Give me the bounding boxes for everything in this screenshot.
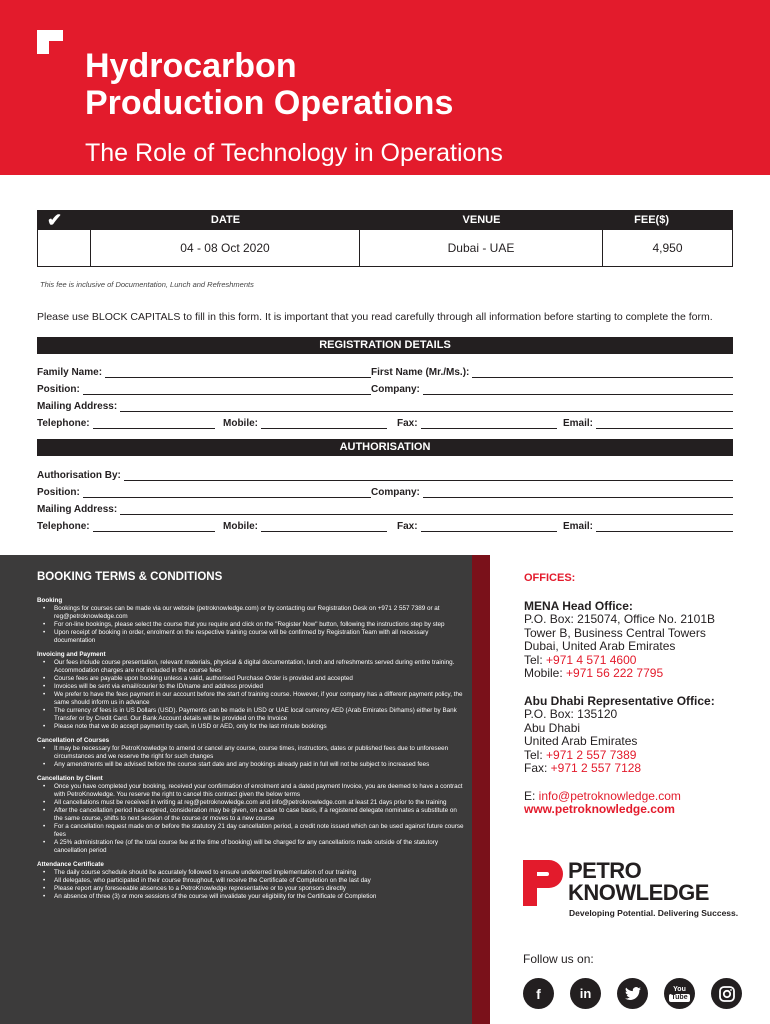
terms-list-item: • Our fees include course presentation, relevant materials, physical & digital documentation, lunch and refreshments served during entire training. Accommodation charges are not included in the course fees — [43, 659, 467, 675]
terms-list-item: • After the cancellation period has expired, consideration may be given, on a case to case basis, if a registered delegate nominates a substitute on the same course, shifts to next session of the course or moves to a new course — [43, 807, 467, 823]
linkedin-icon[interactable]: in — [570, 978, 601, 1009]
mena-address-line: P.O. Box: 215074, Office No. 2101B — [524, 612, 716, 626]
terms-list-item: • All cancellations must be received in writing at reg@petroknowledge.com and info@petroknowledge.com at least 21 days prior to the training — [43, 799, 467, 807]
social-links — [523, 978, 742, 1009]
terms-list — [37, 745, 467, 769]
course-title — [85, 48, 453, 122]
ad-tel: Tel: +971 2 557 7389 — [524, 747, 637, 762]
authorisation-row-2 — [37, 484, 733, 498]
abu-dhabi-office-title: Abu Dhabi Representative Office: — [524, 693, 715, 708]
fee-table — [37, 210, 733, 267]
date-header: DATE — [210, 214, 241, 226]
terms-section-title: Cancellation by Client — [37, 775, 103, 782]
fee-table-header — [37, 210, 733, 230]
petroknowledge-logo — [523, 860, 738, 920]
authorisation-by-field[interactable]: Authorisation By: — [37, 470, 733, 481]
first-name-field[interactable]: First Name (Mr./Ms.): — [371, 367, 733, 378]
ad-address-line: P.O. Box: 135120 — [524, 707, 618, 721]
mena-mobile: Mobile: +971 56 222 7795 — [524, 666, 664, 680]
terms-section-title: Invoicing and Payment — [37, 651, 106, 658]
title-line-1: Hydrocarbon — [85, 47, 297, 85]
table-row[interactable] — [37, 230, 733, 267]
registration-row-4 — [37, 415, 733, 429]
terms-list-item: • Bookings for courses can be made via our website (petroknowledge.com) or by contacting our Registration Desk on +971 2 557 7389 or at reg@petroknowledge.com — [43, 605, 467, 621]
terms-list-item: • The daily course schedule should be accurately followed to ensure undeterred implementation of our training — [43, 869, 467, 877]
mena-address-line: Dubai, United Arab Emirates — [524, 639, 676, 653]
authorisation-row-3 — [37, 501, 733, 515]
logo-p-icon — [523, 860, 563, 906]
auth-mailing-address-field[interactable]: Mailing Address: — [37, 504, 733, 515]
offices-heading: OFFICES: — [524, 572, 576, 584]
youtube-icon[interactable]: You Tube — [664, 978, 695, 1009]
check-icon: ✔ — [47, 209, 63, 230]
brand-name: PETRO KNOWLEDGE — [568, 858, 709, 905]
auth-email-field[interactable]: Email: — [557, 521, 733, 532]
fee-note: This fee is inclusive of Documentation, Lunch and Refreshments — [40, 280, 254, 289]
mena-office-title: MENA Head Office: — [524, 598, 633, 613]
email-field[interactable]: Email: — [557, 418, 733, 429]
terms-section-title: Booking — [37, 597, 63, 604]
terms-list-item: • All delegates, who participated in their course throughout, will receive the Certificate of Completion on the last day — [43, 877, 467, 885]
fax-field[interactable]: Fax: — [387, 418, 557, 429]
header-banner — [0, 0, 770, 175]
terms-list-item: • Upon receipt of booking in order, enrolment on the respective training course will be confirmed by Registration Team with all necessary documentation — [43, 629, 467, 645]
registration-row-1 — [37, 364, 733, 378]
email-link[interactable]: info@petroknowledge.com — [538, 788, 681, 803]
course-subtitle: The Role of Technology in Operations — [85, 139, 503, 167]
terms-list-item: • A 25% administration fee (of the total course fee at the time of booking) will be charged for any cancellations made outside of the statutory cancellation period — [43, 839, 467, 855]
website-link[interactable]: www.petroknowledge.com — [524, 802, 675, 816]
position-field[interactable]: Position: — [37, 384, 371, 395]
mailing-address-field[interactable]: Mailing Address: — [37, 401, 733, 412]
terms-list-item: • Please report any foreseeable absences to a PetroKnowledge representative or to your sponsors directly — [43, 885, 467, 893]
title-line-2: Production Operations — [85, 84, 454, 122]
terms-list-item: • Once you have completed your booking, received your confirmation of enrolment and a dated payment Invoice, you are deemed to have a contract with PetroKnowledge. You reserve the right to cancel this contract given the below terms — [43, 783, 467, 799]
date-cell: 04 - 08 Oct 2020 — [91, 230, 360, 266]
instagram-icon[interactable] — [711, 978, 742, 1009]
terms-list-item: • The currency of fees is in US Dollars (USD). Payments can be made in USD or UAE local currency AED (Arab Emirates Dirhams) either by Bank Transfer or by Credit Card. Our Bank Account details will be provided on the Invoice — [43, 707, 467, 723]
offices-block — [524, 572, 760, 817]
fee-cell: 4,950 — [603, 230, 733, 266]
terms-list-item: • An absence of three (3) or more sessions of the course will invalidate your eligibility for the Certificate of Completion — [43, 893, 467, 901]
terms-section-title: Attendance Certificate — [37, 861, 104, 868]
venue-cell: Dubai - UAE — [360, 230, 603, 266]
terms-list-item: • It may be necessary for PetroKnowledge to amend or cancel any course, course times, instructors, dates or published fees due to unforeseen circumstances and we reserve the right for such changes — [43, 745, 467, 761]
terms-list-item: • For a cancellation request made on or before the statutory 21 day cancellation period, a credit note issued which can be used against future course fees — [43, 823, 467, 839]
twitter-icon[interactable] — [617, 978, 648, 1009]
auth-mobile-field[interactable]: Mobile: — [215, 521, 387, 532]
mena-tel: Tel: +971 4 571 4600 — [524, 652, 637, 667]
authorisation-row-1 — [37, 467, 733, 481]
mena-address-line: Tower B, Business Central Towers — [524, 625, 706, 640]
brand-mark-icon — [37, 30, 63, 54]
terms-list — [37, 659, 467, 731]
follow-label: Follow us on: — [523, 952, 594, 966]
terms-list — [37, 783, 467, 855]
terms-section-title: Cancellation of Courses — [37, 737, 110, 744]
telephone-field[interactable]: Telephone: — [37, 418, 215, 429]
email-line: E: info@petroknowledge.com — [524, 788, 681, 803]
terms-list — [37, 869, 467, 901]
ad-address-line: United Arab Emirates — [524, 734, 638, 748]
registration-row-2 — [37, 381, 733, 395]
booking-terms-panel — [0, 555, 490, 1024]
facebook-icon[interactable]: f — [523, 978, 554, 1009]
authorisation-row-4 — [37, 518, 733, 532]
form-instructions: Please use BLOCK CAPITALS to fill in this form. It is important that you read carefully through all information before starting to complete the form. — [37, 311, 713, 323]
registration-row-3 — [37, 398, 733, 412]
terms-list-item: • Invoices will be sent via email/courier to the ID/name and address provided — [43, 683, 467, 691]
family-name-field[interactable]: Family Name: — [37, 367, 371, 378]
terms-body — [37, 597, 467, 901]
auth-telephone-field[interactable]: Telephone: — [37, 521, 215, 532]
terms-list-item: • Please note that we do accept payment by cash, in USD or AED, only for the last minute bookings — [43, 723, 467, 731]
terms-list-item: • Any amendments will be advised before the course start date and any bookings already paid in full will not be subject to increased fees — [43, 761, 467, 769]
terms-heading: BOOKING TERMS & CONDITIONS — [37, 571, 223, 583]
ad-tel-link[interactable]: +971 2 557 7389 — [546, 747, 637, 762]
ad-address-line: Abu Dhabi — [524, 720, 581, 735]
company-field[interactable]: Company: — [371, 384, 733, 395]
mobile-field[interactable]: Mobile: — [215, 418, 387, 429]
mena-mobile-link[interactable]: +971 56 222 7795 — [566, 666, 664, 680]
panel-accent-strip — [472, 555, 490, 1024]
ad-fax-value: +971 2 557 7128 — [550, 761, 642, 775]
mena-tel-link[interactable]: +971 4 571 4600 — [546, 652, 637, 667]
authorisation-heading: AUTHORISATION — [37, 439, 733, 456]
venue-header: VENUE — [462, 214, 501, 226]
select-checkbox[interactable] — [37, 230, 91, 266]
terms-list-item: • We prefer to have the fees payment in our account before the start of training course. However, if your company has a different payment policy, the same should inform us in advance — [43, 691, 467, 707]
registration-heading: REGISTRATION DETAILS — [37, 337, 733, 354]
ad-fax: Fax: +971 2 557 7128 — [524, 761, 642, 775]
brand-tagline: Developing Potential. Delivering Success. — [569, 908, 739, 918]
terms-list-item: • For on-line bookings, please select the course that you require and click on the "Register Now" button, following the instructions step by step — [43, 621, 467, 629]
auth-position-field[interactable]: Position: — [37, 487, 371, 498]
auth-company-field[interactable]: Company: — [371, 487, 733, 498]
terms-list — [37, 605, 467, 645]
fee-header: FEE($) — [634, 214, 669, 226]
auth-fax-field[interactable]: Fax: — [387, 521, 557, 532]
terms-list-item: • Course fees are payable upon booking unless a valid, authorised Purchase Order is provided and accepted — [43, 675, 467, 683]
